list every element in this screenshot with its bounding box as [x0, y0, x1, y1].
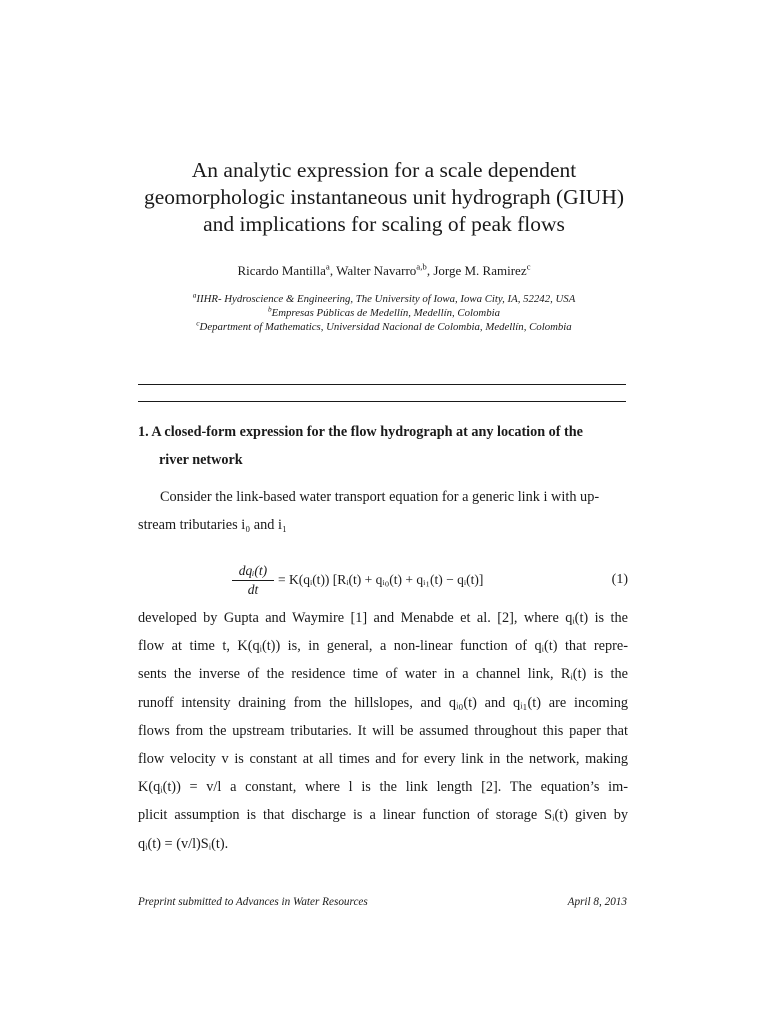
title-line: An analytic expression for a scale dependent	[191, 158, 577, 182]
section-title: A closed-form expression for the flow hydrograph at any location of the	[151, 424, 583, 440]
affiliations	[80, 292, 688, 334]
text-line: flow velocity v is constant at all times and for every link in the network, making	[138, 751, 628, 768]
author-name: Walter Navarro	[336, 263, 417, 278]
text-line: runoff intensity draining from the hillslopes, and qᵢ₀(t) and qᵢ₁(t) are incoming	[138, 694, 628, 711]
affiliation-sup: c	[196, 318, 200, 328]
equation-rhs: = K(qᵢ(t)) [Rᵢ(t) + qᵢ₀(t) + qᵢ₁(t) − qᵢ(t)]	[278, 572, 484, 587]
text-line: stream tributaries i₀ and i₁	[138, 517, 287, 534]
author-sup: c	[526, 261, 531, 272]
text-line: Consider the link-based water transport equation for a generic link i with up-	[160, 489, 600, 505]
affiliation-text: Empresas Públicas de Medellín, Medellín, Colombia	[271, 307, 501, 319]
affiliation-text: IIHR- Hydroscience & Engineering, The University of Iowa, Iowa City, IA, 52242, USA	[196, 293, 576, 305]
paragraph-intro	[138, 483, 628, 539]
affiliation-text: Department of Mathematics, Universidad Nacional de Colombia, Medellín, Colombia	[199, 321, 572, 333]
text-line: flows from the upstream tributaries. It will be assumed throughout this paper that	[138, 722, 628, 739]
affiliation	[80, 292, 688, 306]
paper-title	[80, 157, 688, 238]
author-name: Jorge M. Ramirez	[433, 263, 527, 278]
affiliation	[80, 320, 688, 334]
equation-number: (1)	[611, 572, 628, 587]
footer-journal: Preprint submitted to Advances in Water Resources	[138, 896, 368, 908]
text-line: sents the inverse of the residence time of water in a channel link, Rᵢ(t) is the	[138, 666, 628, 683]
text-line: K(qᵢ(t)) = v/l a constant, where l is the link length [2]. The equation’s im-	[138, 779, 628, 796]
author-list: Ricardo Mantilla$^a$, Walter Navarro$^{a,b}$, Jorge M. Ramirez$^c$	[237, 261, 531, 278]
section-title-cont: river network	[159, 452, 243, 468]
text-line: plicit assumption is that discharge is a linear function of storage Sᵢ(t) given by	[138, 807, 628, 824]
equation-numerator: dqᵢ(t)	[232, 562, 274, 581]
section-number: 1.	[138, 424, 149, 440]
paragraph-body	[138, 604, 628, 858]
text-line: flow at time t, K(qᵢ(t)) is, in general, a non-linear function of qᵢ(t) that repre-	[138, 638, 628, 655]
equation-denominator: dt	[247, 582, 259, 597]
abstract-rule-top	[138, 384, 626, 385]
equation-fraction	[232, 562, 274, 599]
title-line: geomorphologic instantaneous unit hydrograph (GIUH)	[143, 185, 625, 209]
text-line: developed by Gupta and Waymire [1] and Menabde et al. [2], where qᵢ(t) is the	[138, 610, 628, 626]
text-line: qᵢ(t) = (v/l)Sᵢ(t).	[138, 835, 229, 852]
title-line: and implications for scaling of peak flows	[203, 212, 565, 236]
abstract-rule-bottom	[138, 401, 626, 402]
author-sup: a	[325, 261, 330, 272]
section-heading	[138, 418, 628, 474]
footer-date: April 8, 2013	[567, 896, 627, 908]
affiliation-sup: b	[267, 304, 272, 314]
affiliation-sup: a	[192, 290, 197, 300]
equation-1	[138, 562, 628, 602]
author-name: Ricardo Mantilla	[237, 263, 326, 278]
author-sup: a,b	[416, 261, 427, 272]
affiliation	[80, 306, 688, 320]
